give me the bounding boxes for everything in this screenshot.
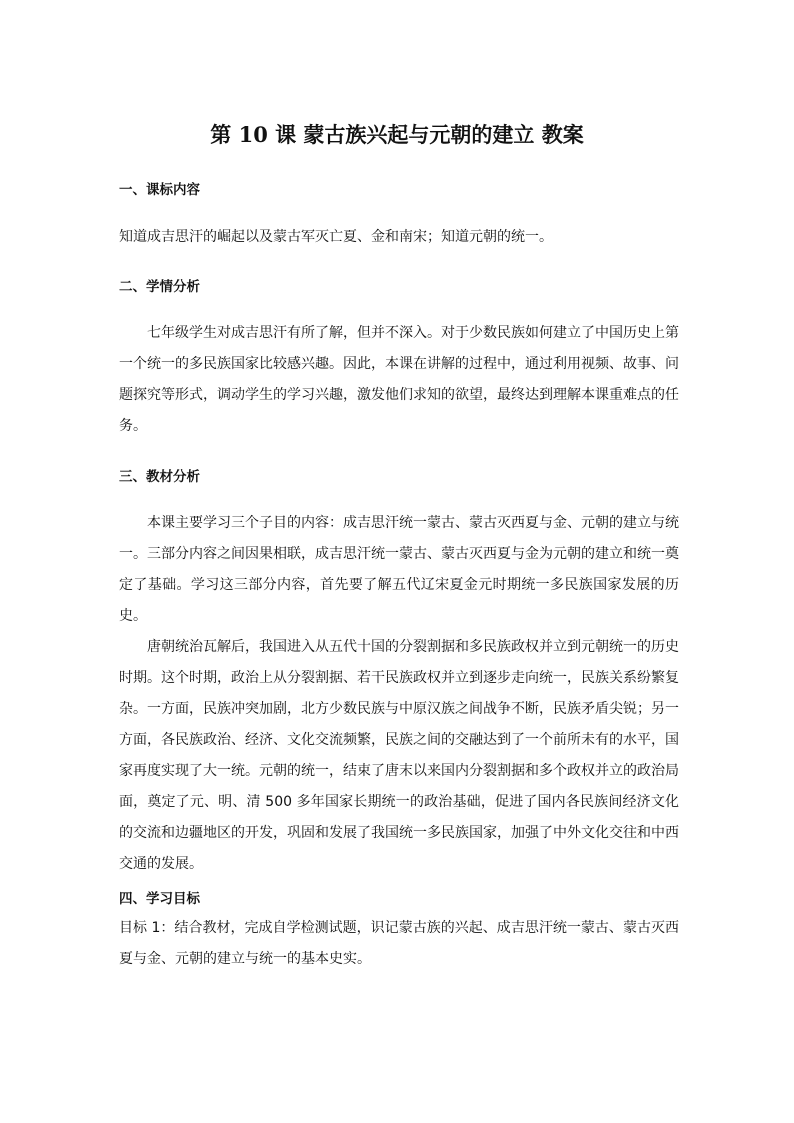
- learning-objective-1: 目标 1：结合教材，完成自学检测试题，识记蒙古族的兴起、成吉思汗统一蒙古、蒙古灭西夏与金、元朝的建立与统一的基本史实。: [119, 920, 679, 967]
- document-title: 第 10 课 蒙古族兴起与元朝的建立 教案: [210, 122, 584, 147]
- section-heading-learning-objectives: 四、学习目标: [119, 891, 200, 907]
- section-heading-textbook-analysis: 三、教材分析: [119, 469, 200, 485]
- textbook-analysis-paragraph-2: 唐朝统治瓦解后，我国进入从五代十国的分裂割据和多民族政权并立到元朝统一的历史时期。这个时期，政治上从分裂割据、若干民族政权并立到逐步走向统一，民族关系纷繁复杂。一方面，民族冲突加剧，北方少数民族与中原汉族之间战争不断，民族矛盾尖锐；另一方面，各民族政治、经济、文化交流频繁，民族之间的交融达到了一个前所未有的水平，国家再度实现了大一统。元朝的统一，结束了唐末以来国内分裂割据和多个政权并立的政治局面，奠定了元、明、清 500 多年国家长期统一的政治基础，促进了国内各民族间经济文化的交流和边疆地区的开发，巩固和发展了我国统一多民族国家，加强了中外文化交往和中西交通的发展。: [119, 639, 679, 872]
- textbook-analysis-paragraph-1: 本课主要学习三个子目的内容：成吉思汗统一蒙古、蒙古灭西夏与金、元朝的建立与统一。三部分内容之间因果相联，成吉思汗统一蒙古、蒙古灭西夏与金为元朝的建立和统一奠定了基础。学习这三部分内容，首先要了解五代辽宋夏金元时期统一多民族国家发展的历史。: [119, 515, 679, 624]
- section-heading-student-analysis: 二、学情分析: [119, 279, 200, 295]
- student-analysis-paragraph: 七年级学生对成吉思汗有所了解，但并不深入。对于少数民族如何建立了中国历史上第一个统一的多民族国家比较感兴趣。因此，本课在讲解的过程中，通过利用视频、故事、问题探究等形式，调动学生的学习兴趣，激发他们求知的欲望，最终达到理解本课重难点的任务。: [119, 325, 679, 434]
- curriculum-paragraph: 知道成吉思汗的崛起以及蒙古军灭亡夏、金和南宋；知道元朝的统一。: [119, 229, 553, 245]
- section-heading-curriculum: 一、课标内容: [119, 182, 200, 198]
